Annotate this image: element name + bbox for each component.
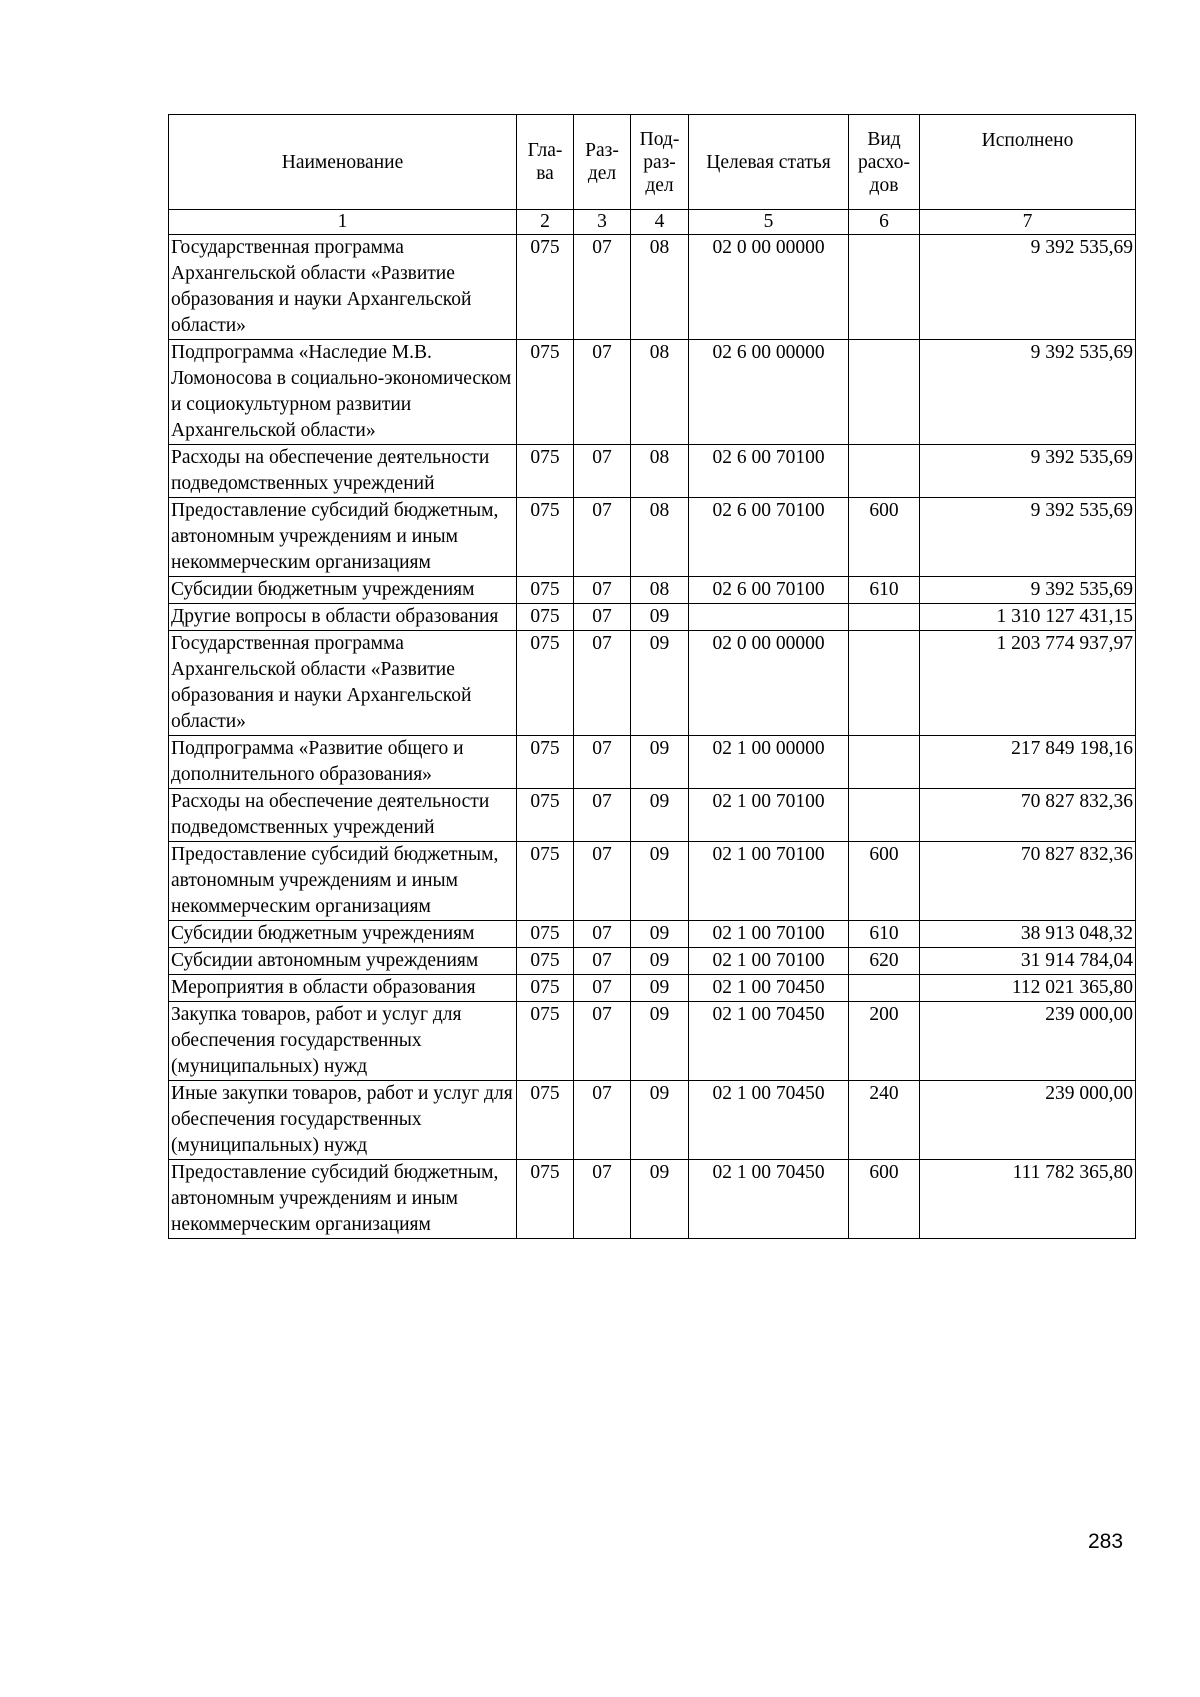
row-amount-cell: 1 310 127 431,15 [920, 604, 1136, 631]
row-amount-cell: 9 392 535,69 [920, 445, 1136, 498]
column-number: 3 [574, 210, 631, 235]
row-expense-type-cell [849, 604, 920, 631]
column-number: 6 [849, 210, 920, 235]
table-row [169, 631, 1136, 736]
row-amount-cell: 9 392 535,69 [920, 498, 1136, 577]
column-number: 5 [689, 210, 849, 235]
row-expense-type-cell: 610 [849, 577, 920, 604]
header-executed: Исполнено [920, 115, 1136, 210]
row-amount-cell: 70 827 832,36 [920, 842, 1136, 921]
row-expense-type-cell: 200 [849, 1002, 920, 1081]
row-chapter-cell: 075 [517, 340, 574, 445]
row-subsection-cell: 08 [631, 445, 689, 498]
row-subsection-cell: 09 [631, 789, 689, 842]
row-amount-cell: 1 203 774 937,97 [920, 631, 1136, 736]
row-name-cell: Подпрограмма «Наследие М.В. Ломоносова в социально-экономическом и социокультурном развитии Архангельской области» [169, 340, 517, 445]
row-expense-type-cell: 610 [849, 921, 920, 948]
row-name-cell: Другие вопросы в области образования [169, 604, 517, 631]
row-name-cell: Государственная программа Архангельской области «Развитие образования и науки Архангельской области» [169, 631, 517, 736]
row-chapter-cell: 075 [517, 921, 574, 948]
row-section-cell: 07 [574, 736, 631, 789]
table-row [169, 736, 1136, 789]
header-expense-type: Вид расхо- дов [849, 115, 920, 210]
row-target-cell: 02 6 00 00000 [689, 340, 849, 445]
row-amount-cell: 217 849 198,16 [920, 736, 1136, 789]
row-expense-type-cell: 600 [849, 842, 920, 921]
row-name-cell: Субсидии бюджетным учреждениям [169, 577, 517, 604]
row-target-cell: 02 1 00 70100 [689, 789, 849, 842]
row-subsection-cell: 09 [631, 604, 689, 631]
row-section-cell: 07 [574, 1081, 631, 1160]
header-section: Раз- дел [574, 115, 631, 210]
row-section-cell: 07 [574, 340, 631, 445]
row-target-cell: 02 0 00 00000 [689, 631, 849, 736]
table-row [169, 604, 1136, 631]
column-number: 7 [920, 210, 1136, 235]
row-name-cell: Мероприятия в области образования [169, 975, 517, 1002]
budget-table [168, 114, 1136, 1239]
row-subsection-cell: 09 [631, 631, 689, 736]
table-row [169, 445, 1136, 498]
row-target-cell: 02 1 00 70100 [689, 842, 849, 921]
row-chapter-cell: 075 [517, 789, 574, 842]
table-row [169, 948, 1136, 975]
row-target-cell: 02 1 00 00000 [689, 736, 849, 789]
row-chapter-cell: 075 [517, 1081, 574, 1160]
row-chapter-cell: 075 [517, 1160, 574, 1239]
row-name-cell: Государственная программа Архангельской области «Развитие образования и науки Архангельской области» [169, 235, 517, 340]
header-subsection: Под- раз- дел [631, 115, 689, 210]
row-subsection-cell: 09 [631, 842, 689, 921]
row-chapter-cell: 075 [517, 445, 574, 498]
row-section-cell: 07 [574, 1160, 631, 1239]
row-expense-type-cell: 240 [849, 1081, 920, 1160]
row-name-cell: Иные закупки товаров, работ и услуг для обеспечения государственных (муниципальных) нужд [169, 1081, 517, 1160]
table-row [169, 577, 1136, 604]
row-target-cell: 02 1 00 70100 [689, 921, 849, 948]
page-number: 283 [1088, 1530, 1124, 1553]
table-row [169, 1002, 1136, 1081]
row-subsection-cell: 09 [631, 921, 689, 948]
row-section-cell: 07 [574, 921, 631, 948]
row-section-cell: 07 [574, 631, 631, 736]
row-target-cell: 02 6 00 70100 [689, 577, 849, 604]
row-subsection-cell: 09 [631, 1160, 689, 1239]
row-amount-cell: 239 000,00 [920, 1081, 1136, 1160]
row-chapter-cell: 075 [517, 498, 574, 577]
row-amount-cell: 38 913 048,32 [920, 921, 1136, 948]
row-chapter-cell: 075 [517, 577, 574, 604]
row-expense-type-cell [849, 631, 920, 736]
row-expense-type-cell [849, 975, 920, 1002]
column-number: 1 [169, 210, 517, 235]
row-section-cell: 07 [574, 235, 631, 340]
row-subsection-cell: 09 [631, 1081, 689, 1160]
row-subsection-cell: 09 [631, 736, 689, 789]
row-amount-cell: 9 392 535,69 [920, 340, 1136, 445]
row-chapter-cell: 075 [517, 842, 574, 921]
row-name-cell: Предоставление субсидий бюджетным, автономным учреждениям и иным некоммерческим организациям [169, 498, 517, 577]
table-row [169, 975, 1136, 1002]
column-number-row [169, 210, 1136, 235]
row-section-cell: 07 [574, 948, 631, 975]
table-row [169, 340, 1136, 445]
header-name: Наименование [169, 115, 517, 210]
row-subsection-cell: 09 [631, 975, 689, 1002]
table-row [169, 1160, 1136, 1239]
row-amount-cell: 239 000,00 [920, 1002, 1136, 1081]
row-amount-cell: 70 827 832,36 [920, 789, 1136, 842]
row-name-cell: Субсидии бюджетным учреждениям [169, 921, 517, 948]
row-name-cell: Субсидии автономным учреждениям [169, 948, 517, 975]
row-amount-cell: 31 914 784,04 [920, 948, 1136, 975]
row-chapter-cell: 075 [517, 736, 574, 789]
table-row [169, 842, 1136, 921]
row-expense-type-cell [849, 445, 920, 498]
header-target: Целевая статья [689, 115, 849, 210]
row-subsection-cell: 08 [631, 235, 689, 340]
row-expense-type-cell: 600 [849, 1160, 920, 1239]
row-target-cell: 02 6 00 70100 [689, 498, 849, 577]
row-subsection-cell: 09 [631, 1002, 689, 1081]
row-name-cell: Предоставление субсидий бюджетным, автономным учреждениям и иным некоммерческим организациям [169, 1160, 517, 1239]
table-body [169, 235, 1136, 1239]
row-expense-type-cell: 620 [849, 948, 920, 975]
row-name-cell: Предоставление субсидий бюджетным, автономным учреждениям и иным некоммерческим организациям [169, 842, 517, 921]
row-section-cell: 07 [574, 842, 631, 921]
column-number: 4 [631, 210, 689, 235]
row-target-cell: 02 1 00 70450 [689, 975, 849, 1002]
row-expense-type-cell [849, 340, 920, 445]
row-target-cell: 02 1 00 70450 [689, 1081, 849, 1160]
row-expense-type-cell [849, 235, 920, 340]
row-subsection-cell: 09 [631, 948, 689, 975]
row-target-cell: 02 1 00 70450 [689, 1160, 849, 1239]
row-amount-cell: 112 021 365,80 [920, 975, 1136, 1002]
row-chapter-cell: 075 [517, 975, 574, 1002]
row-subsection-cell: 08 [631, 577, 689, 604]
row-section-cell: 07 [574, 604, 631, 631]
row-target-cell [689, 604, 849, 631]
row-section-cell: 07 [574, 975, 631, 1002]
table-row [169, 1081, 1136, 1160]
table-row [169, 235, 1136, 340]
row-chapter-cell: 075 [517, 604, 574, 631]
row-target-cell: 02 1 00 70450 [689, 1002, 849, 1081]
row-target-cell: 02 1 00 70100 [689, 948, 849, 975]
table-row [169, 498, 1136, 577]
table-row [169, 921, 1136, 948]
row-amount-cell: 111 782 365,80 [920, 1160, 1136, 1239]
row-name-cell: Расходы на обеспечение деятельности подведомственных учреждений [169, 445, 517, 498]
table-row [169, 789, 1136, 842]
row-target-cell: 02 0 00 00000 [689, 235, 849, 340]
row-section-cell: 07 [574, 789, 631, 842]
row-amount-cell: 9 392 535,69 [920, 577, 1136, 604]
row-name-cell: Закупка товаров, работ и услуг для обеспечения государственных (муниципальных) нужд [169, 1002, 517, 1081]
row-chapter-cell: 075 [517, 235, 574, 340]
row-amount-cell: 9 392 535,69 [920, 235, 1136, 340]
row-chapter-cell: 075 [517, 631, 574, 736]
row-section-cell: 07 [574, 445, 631, 498]
row-name-cell: Подпрограмма «Развитие общего и дополнительного образования» [169, 736, 517, 789]
row-expense-type-cell [849, 736, 920, 789]
row-section-cell: 07 [574, 577, 631, 604]
row-expense-type-cell: 600 [849, 498, 920, 577]
row-section-cell: 07 [574, 498, 631, 577]
row-subsection-cell: 08 [631, 498, 689, 577]
row-target-cell: 02 6 00 70100 [689, 445, 849, 498]
row-section-cell: 07 [574, 1002, 631, 1081]
row-chapter-cell: 075 [517, 1002, 574, 1081]
row-expense-type-cell [849, 789, 920, 842]
header-row [169, 115, 1136, 210]
row-subsection-cell: 08 [631, 340, 689, 445]
header-chapter: Гла- ва [517, 115, 574, 210]
row-name-cell: Расходы на обеспечение деятельности подведомственных учреждений [169, 789, 517, 842]
column-number: 2 [517, 210, 574, 235]
row-chapter-cell: 075 [517, 948, 574, 975]
